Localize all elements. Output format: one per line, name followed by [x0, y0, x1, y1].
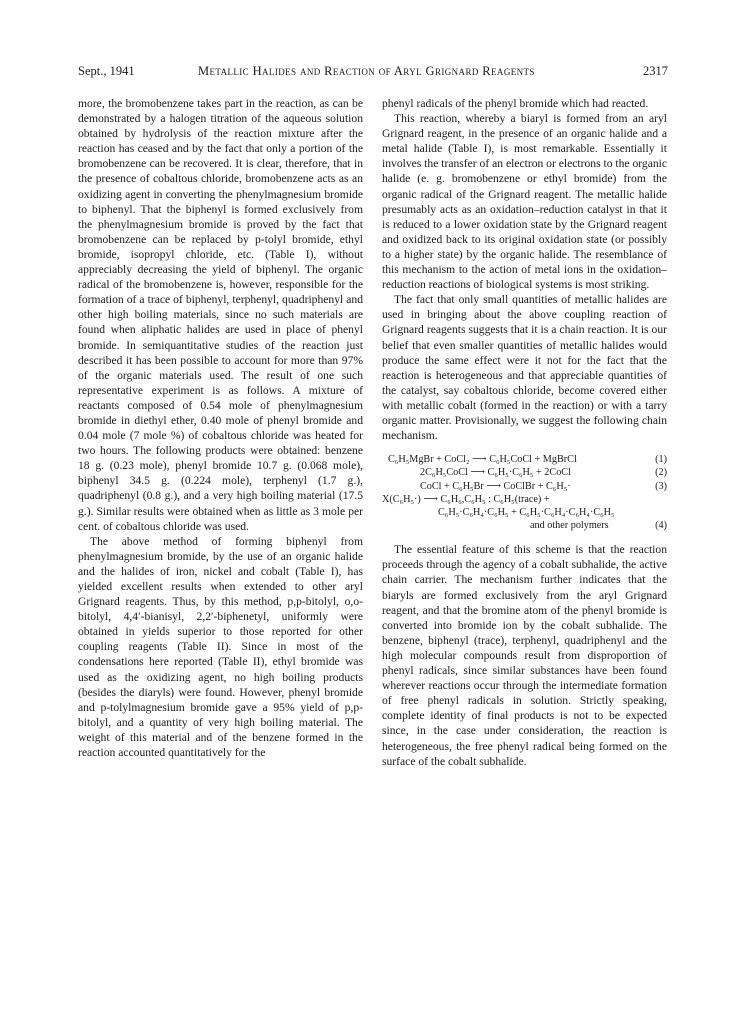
- equation-note: and other polymers: [530, 520, 609, 532]
- header-running-title: Metallic Halides and Reaction of Aryl Grignard Reagents: [198, 64, 535, 78]
- left-paragraph-2: The above method of forming biphenyl from phenylmagnesium bromide, by the use of an organic halide and the halides of iron, nickel and cobalt (Table I), has yielded excellent results when extended to other aryl Grignard reagents. Thus, by this method, p,p-bitolyl, o,o-bitolyl, 4,4′-bianisyl, 2,2′-biphenetyl, uniformly were obtained in yields superior to those reported for other coupling reagents (Table II). Since in most of the condensations here reported (Table II), ethyl bromide was used as the oxidizing agent, no high boiling products (besides the diaryls) were found. However, phenyl bromide and p-tolylmagnesium bromide gave a 95% yield of p,p-bitolyl, and a quantity of very high boiling material. The weight of this material and of the benzene formed in the reaction accounted quantitatively for the: [78, 534, 363, 760]
- equation-text: 2C₆H₅CoCl ⟶ C₆H₅·C₆H₅ + 2CoCl: [420, 467, 571, 479]
- equation-row: [382, 493, 667, 506]
- right-paragraph-2: This reaction, whereby a biaryl is formed from an aryl Grignard reagent, in the presence of an organic halide and a metal halide (Table I), is most remarkable. Essentially it involves the transfer of an electron or electrons to the organic halide (e. g. bromobenzene or ethyl bromide) from the organic radical of the Grignard reagent. The metallic halide presumably acts as an oxidation–reduction catalyst in that it is reduced to a lower oxidation state by the Grignard reagent and oxidized back to its original oxidation state (or possibly to a higher state) by the organic halide. The resemblance of this mechanism to the action of metal ions in the oxidation–reduction reactions of biological systems is most striking.: [382, 112, 668, 292]
- equation-row: [382, 480, 667, 493]
- equation-number: (1): [655, 454, 667, 466]
- equation-note-row: [382, 519, 667, 532]
- left-column: [78, 96, 363, 760]
- page-number: 2317: [643, 64, 668, 78]
- left-paragraph-1: more, the bromobenzene takes part in the reaction, as can be demonstrated by a halogen titration of the aqueous solution obtained by hydrolysis of the reaction mixture after the reaction has ceased and by the fact that only a portion of the bromobenzene can be recovered. It is clear, therefore, that in the presence of cobaltous chloride, bromobenzene acts as an oxidizing agent in converting the phenylmagnesium bromide to biphenyl. That the biphenyl is formed exclusively from the phenylmagnesium bromide is proved by the fact that bromobenzene can be replaced by p-tolyl bromide, ethyl bromide, isopropyl chloride, etc. (Table I), without appreciably decreasing the yield of biphenyl. The organic radical of the bromobenzene is, however, responsible for the formation of a trace of biphenyl, terphenyl, quadriphenyl and other high boiling materials, since no such materials are found when aliphatic halides are used in place of phenyl bromide. In semiquantitative studies of the reaction just described it has been possible to account for more than 97% of the organic materials used. The result of one such representative experiment is as follows. A mixture of reactants composed of 0.54 mole of phenylmagnesium bromide in diethyl ether, 0.40 mole of phenyl bromide and 0.04 mole (7 mole %) of cobaltous chloride was heated for two hours. The following products were obtained: benzene 18 g. (0.23 mole), phenyl bromide 10.7 g. (0.068 mole), biphenyl 34.5 g. (0.224 mole), terphenyl (1.7 g.), quadriphenyl (0.8 g.), and a very high boiling material (17.5 g.). Similar results were obtained when as little as 3 mole per cent. of cobaltous chloride was used.: [78, 97, 363, 533]
- equation-text: C₆H₅MgBr + CoCl₂ ⟶ C₆H₅CoCl + MgBrCl: [388, 454, 577, 466]
- equation-number: (2): [655, 467, 667, 479]
- running-header: [78, 64, 668, 84]
- equation-row: [382, 506, 667, 519]
- right-paragraph-4: The essential feature of this scheme is that the reaction proceeds through the agency of a cobalt subhalide, the active chain carrier. The mechanism further indicates that the biaryls are formed exclusively from the aryl Grignard reagent, and that the bromine atom of the phenyl bromide is converted into bromide ion by the cobalt subhalide. The benzene, biphenyl (trace), terphenyl, quadriphenyl and the high molecular compounds result from disproportion of phenyl radicals, since similar substances have been found wherever reactions occur through the intermediate formation of free phenyl radicals in solution. Strictly speaking, complete identity of final products is not to be expected since, in the case under consideration, the reaction is heterogeneous, the free phenyl radical being formed on the surface of the cobalt subhalide.: [382, 543, 667, 768]
- equation-text: CoCl + C₆H₅Br ⟶ CoClBr + C₆H₅·: [420, 480, 571, 492]
- right-paragraph-1: phenyl radicals of the phenyl bromide which had reacted.: [382, 97, 649, 110]
- equation-row: [382, 453, 667, 466]
- right-column: [382, 96, 667, 769]
- equation-number: (3): [655, 480, 667, 492]
- equation-text: C₆H₅·C₆H₄·C₆H₅ + C₆H₅·C₆H₄·C₆H₄·C₆H₅: [438, 506, 615, 518]
- equation-row: [382, 466, 667, 479]
- header-date: Sept., 1941: [78, 64, 135, 78]
- equation-text: X(C₆H₅·) ⟶ C₆H₆,C₆H₅ : C₆H₅(trace) +: [382, 493, 550, 505]
- equation-number: (4): [655, 520, 667, 532]
- chain-mechanism-equations: [382, 453, 667, 532]
- right-paragraph-3: The fact that only small quantities of metallic halides are used in bringing about the above coupling reaction of Grignard reagents suggests that it is a chain reaction. It is our belief that even smaller quantities of metallic halides would produce the same effect were it not for the fact that the reaction is heterogeneous and that appreciable quantities of the catalyst, say cobaltous chloride, become covered either with metallic cobalt (formed in the reaction) or with a tarry organic matter. Provisionally, we suggest the following chain mechanism.: [382, 293, 667, 443]
